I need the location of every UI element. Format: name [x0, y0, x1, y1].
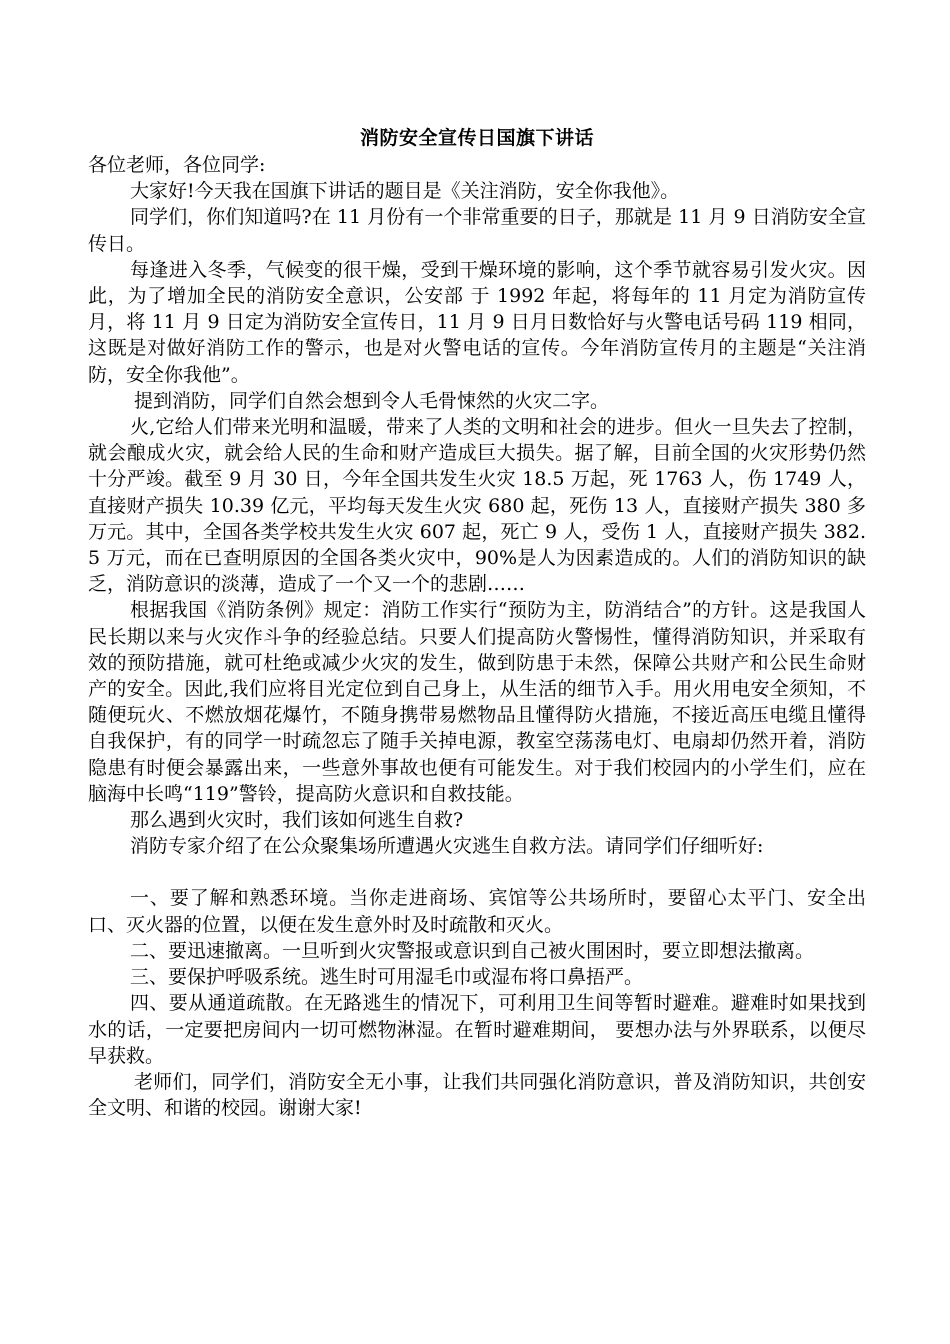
paragraph-tip-3: 三、要保护呼吸系统。逃生时可用湿毛巾或湿布将口鼻捂严。 — [130, 966, 644, 989]
paragraph-expert: 消防专家介绍了在公众聚集场所遭遇火灾逃生自救方法。请同学们仔细听好: — [130, 835, 764, 858]
paragraph-closing: 老师们，同学们，消防安全无小事，让我们共同强化消防意识，普及消防知识，共创安全文明、和谐的校园。谢谢大家! — [88, 1070, 866, 1120]
document-page — [88, 124, 866, 1121]
blank-line — [88, 859, 866, 885]
paragraph-fire-mention: 提到消防，同学们自然会想到令人毛骨悚然的火灾二字。 — [134, 389, 610, 412]
paragraph-tip-1: 一、要了解和熟悉环境。当你走进商场、宾馆等公共场所时，要留心太平门、安全出口、灭火器的位置，以便在发生意外时及时疏散和灭火。 — [88, 887, 866, 936]
paragraph-question: 那么遇到火灾时，我们该如何逃生自救? — [130, 809, 464, 832]
paragraph-winter: 每逢进入冬季，气候变的很干燥，受到干燥环境的影响，这个季节就容易引发火灾。因此，为了增加全民的消防安全意识，公安部 于 1992 年起，将每年的 11 月定为消防宣传月，将 11 月 9 日定为消防安全宣传日，11 月 9 日月日数恰好与火警电话号码 119 相同，这既是对做好消防工作的警示，也是对火警电话的宣传。今年消防宣传月的主题是“关注消防，安全你我他”。 — [88, 258, 866, 386]
paragraph-statistics: 火,它给人们带来光明和温暖，带来了人类的文明和社会的进步。但火一旦失去了控制，就会酿成火灾，就会给人民的生命和财产造成巨大损失。据了解，目前全国的火灾形势仍然十分严竣。截至 9 月 30 日，今年全国共发生火灾 18.5 万起，死 1763 人，伤 1749 人，直接财产损失 10.39 亿元，平均每天发生火灾 680 起，死伤 13 人，直接财产损失 380 多万元。其中，全国各类学校共发生火灾 607 起，死亡 9 人，受伤 1 人，直接财产损失 382.5 万元，而在已查明原因的全国各类火灾中，90%是人为因素造成的。人们的消防知识的缺乏，消防意识的淡薄，造成了一个又一个的悲剧…… — [88, 416, 866, 596]
paragraph-tip-2: 二、要迅速撤离。一旦听到火灾警报或意识到自己被火围困时，要立即想法撤离。 — [130, 939, 815, 962]
paragraph-greeting: 大家好!今天我在国旗下讲话的题目是《关注消防，安全你我他》。 — [130, 180, 680, 203]
salutation: 各位老师，各位同学: — [88, 154, 266, 176]
page-title: 消防安全宣传日国旗下讲话 — [359, 127, 594, 149]
paragraph-intro: 同学们，你们知道吗?在 11 月份有一个非常重要的日子，那就是 11 月 9 日消防安全宣传日。 — [88, 206, 866, 255]
paragraph-regulations: 根据我国《消防条例》规定：消防工作实行“预防为主，防消结合”的方针。这是我国人民长期以来与火灾作斗争的经验总结。只要人们提高防火警惕性，懂得消防知识，并采取有效的预防措施，就可杜绝或减少火灾的发生，做到防患于未然，保障公共财产和公民生命财产的安全。因此,我们应将目光定位到自己身上，从生活的细节入手。用火用电安全须知，不随便玩火、不燃放烟花爆竹，不随身携带易燃物品且懂得防火措施，不接近高压电缆且懂得自我保护，有的同学一时疏忽忘了随手关掉电源，教室空荡荡电灯、电扇却仍然开着，消防隐患有时便会暴露出来，一些意外事故也便有可能发生。对于我们校园内的小学生们，应在脑海中长鸣“119”警铃，提高防火意识和自救技能。 — [88, 599, 866, 805]
paragraph-tip-4: 四、要从通道疏散。在无路逃生的情况下，可利用卫生间等暂时避难。避难时如果找到水的话，一定要把房间内一切可燃物淋湿。在暂时避难期间， 要想办法与外界联系，以便尽早获救。 — [88, 992, 866, 1067]
